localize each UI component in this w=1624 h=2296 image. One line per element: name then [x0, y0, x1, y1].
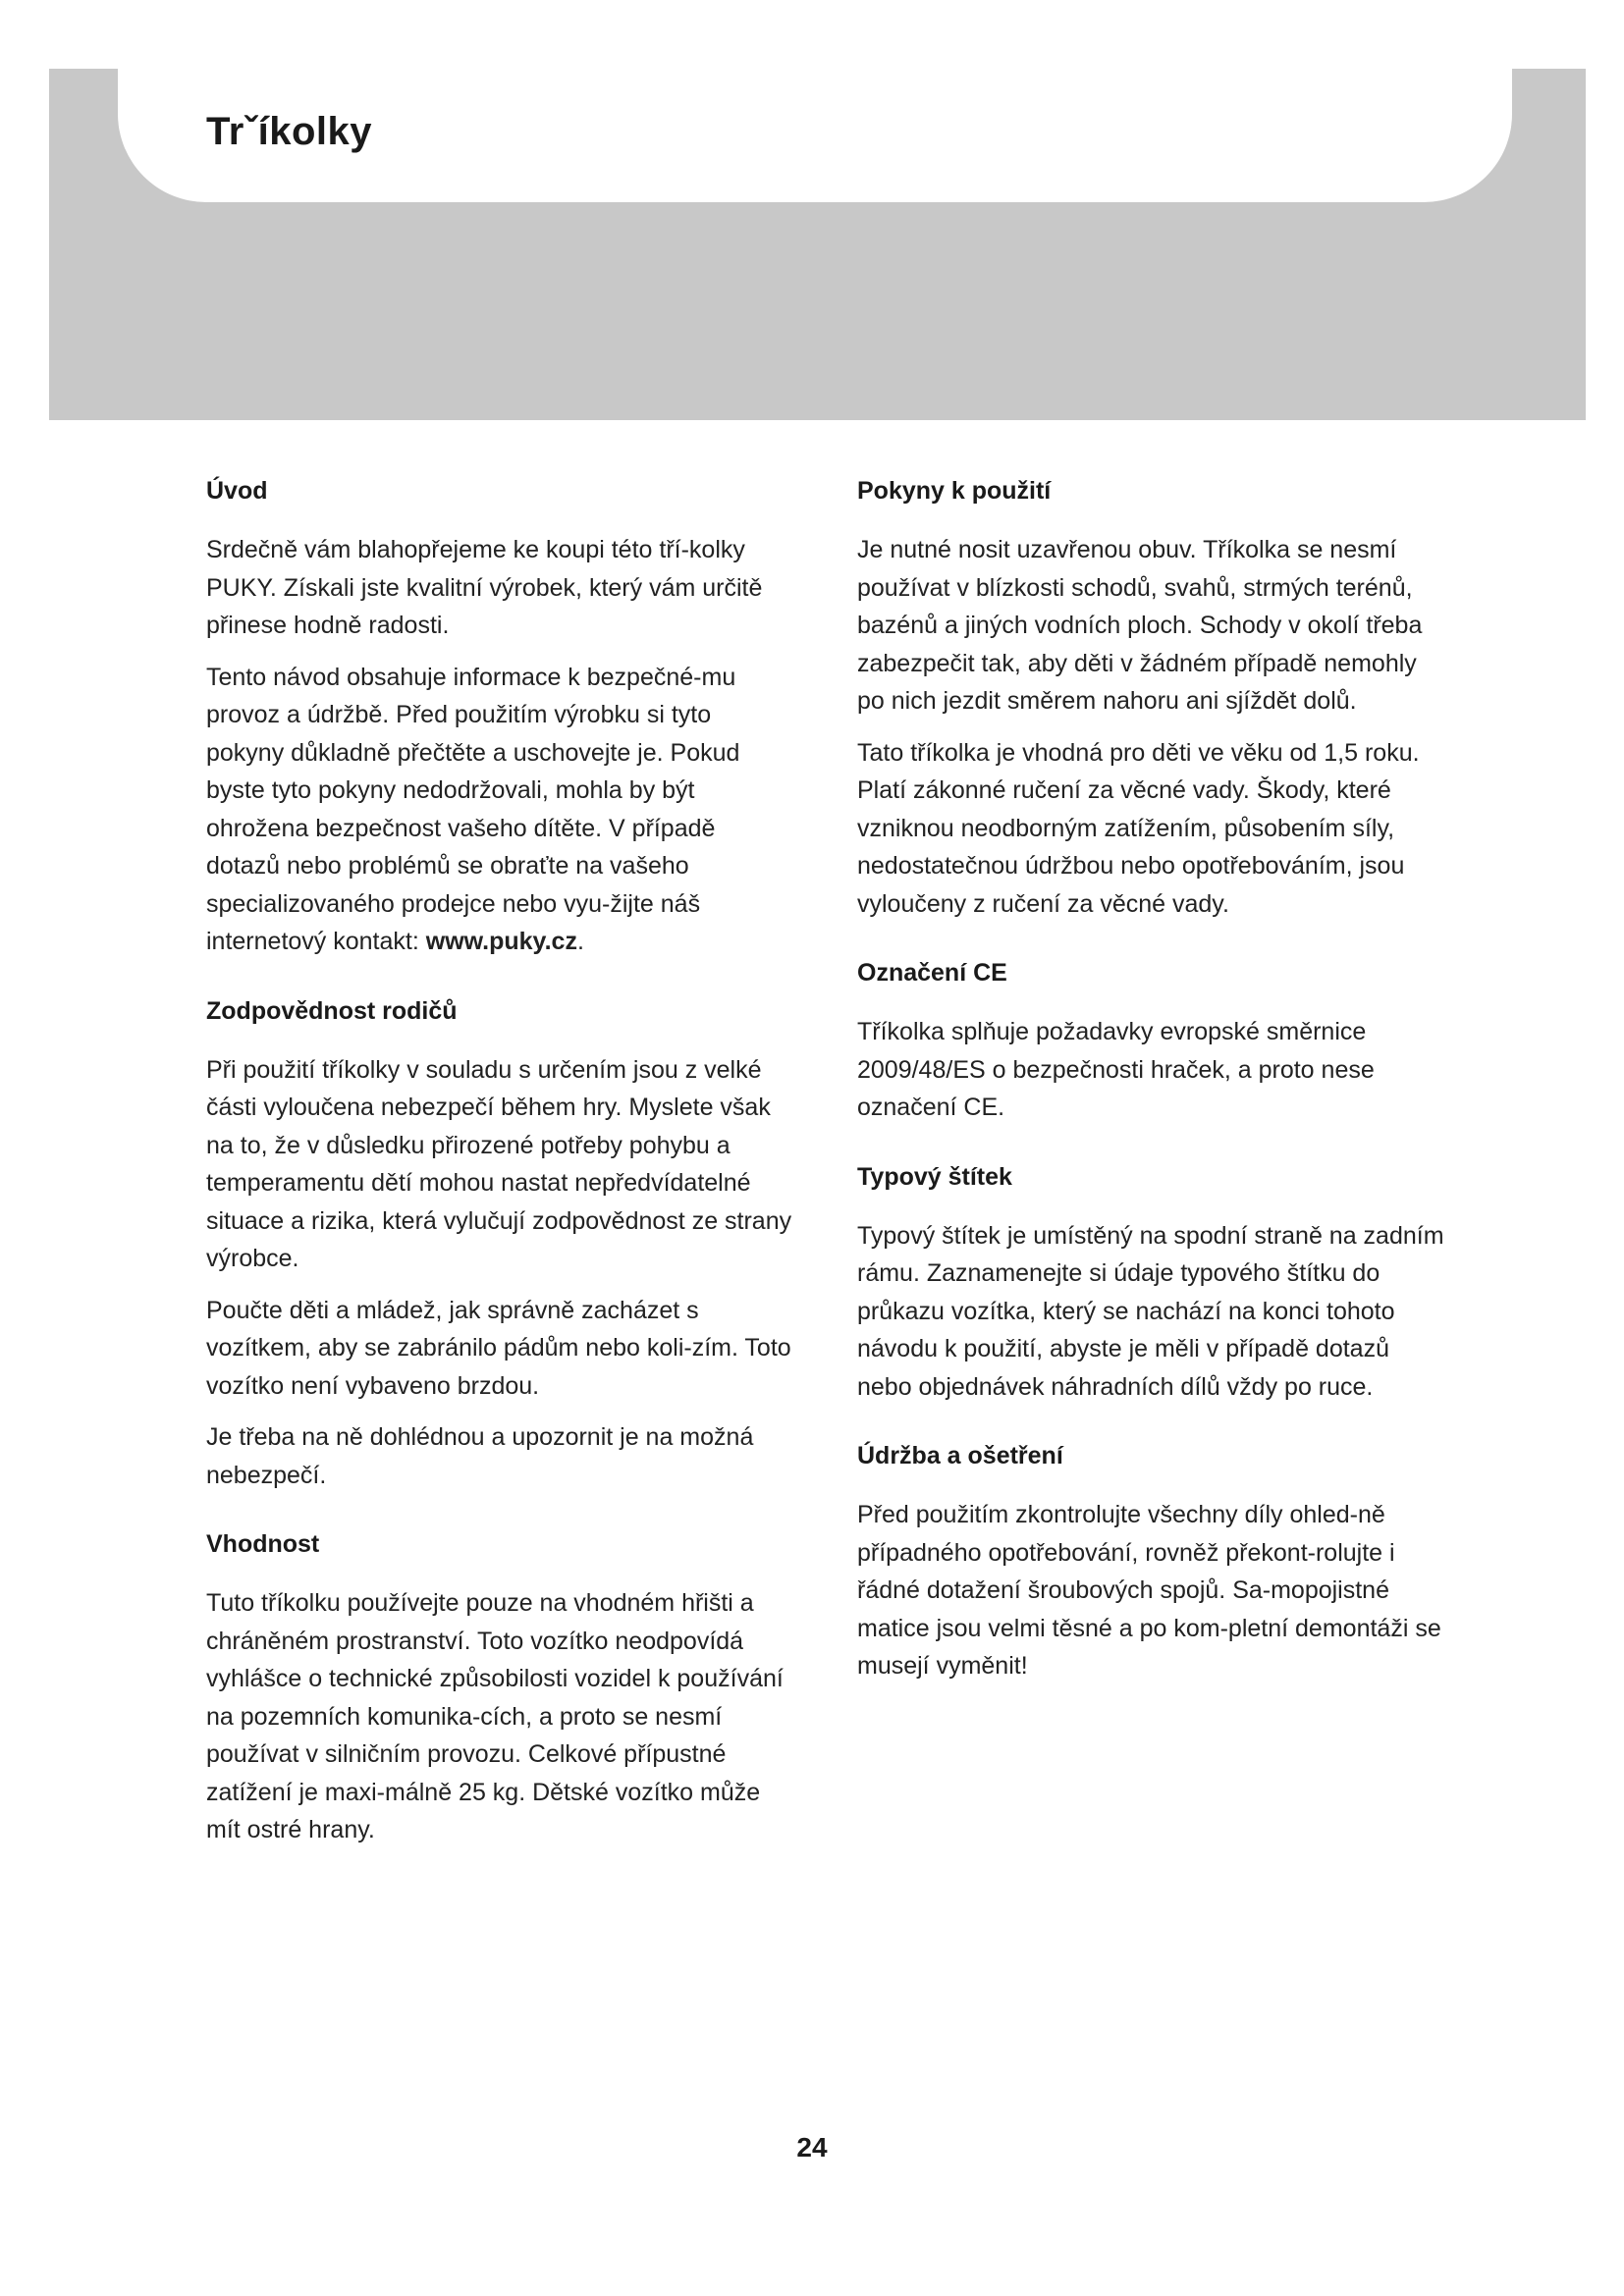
section-heading: Zodpovědnost rodičů [206, 996, 458, 1025]
section-heading: Označení CE [857, 959, 1007, 987]
paragraph: Typový štítek je umístěný na spodní straně na zadním rámu. Zaznamenejte si údaje typového štítku do průkazu vozítka, který se nachází na konci tohoto návodu k použití, abyste je měli v případě dotazů nebo objednávek náhradních dílů vždy po ruce. [857, 1221, 1444, 1401]
link-suffix: . [576, 928, 584, 955]
paragraph-with-link [206, 659, 795, 961]
section-heading: Úvod [206, 477, 268, 505]
section-udrzba [857, 1439, 1446, 1685]
paragraph-text: Tento návod obsahuje informace k bezpečné-mu provoz a údržbě. Před použitím výrobku si tyto pokyny důkladně přečtěte a uschovejte je. Pokud byste tyto pokyny nedodržovali, mohla by být ohrožena bezpečnost vašeho dítěte. V případě dotazů nebo problémů se obraťte na vašeho specializovaného prodejce nebo vyu-žijte náš internetový kontakt: [206, 663, 740, 955]
paragraph: Poučte děti a mládež, jak správně zacházet s vozítkem, aby se zabránilo pádům nebo koli-zím. Toto vozítko není vybaveno brzdou. [206, 1296, 791, 1400]
section-ce [857, 956, 1446, 1127]
paragraph: Tato tříkolka je vhodná pro děti ve věku od 1,5 roku. Platí zákonné ručení za věcné vady. Škody, které vzniknou neodborným zatížením, působením síly, nedostatečnou údržbou nebo opotřebováním, jsou vyloučeny z ručení za věcné vady. [857, 738, 1420, 918]
paragraph: Je nutné nosit uzavřenou obuv. Tříkolka se nesmí používat v blízkosti schodů, svahů, strmých terénů, bazénů a jiných vodních ploch. Schody v okolí třeba zabezpečit tak, aby děti v žádném případě nemohly po nich jezdit směrem nahoru ani sjíždět dolů. [857, 536, 1423, 715]
paragraph: Je třeba na ně dohlédnou a upozornit je na možná nebezpečí. [206, 1423, 754, 1489]
paragraph: Srdečně vám blahopřejeme ke koupi této tří-kolky PUKY. Získali jste kvalitní výrobek, který vám určitě přinese hodně radosti. [206, 536, 763, 639]
paragraph: Při použití tříkolky v souladu s určením jsou z velké části vyloučena nebezpečí během hry. Myslete však na to, že v důsledku přirozené potřeby pohybu a temperamentu dětí mohou nastat nepředvídatelné situace a rizika, která vylučují zodpovědnost ze strany výrobce. [206, 1055, 792, 1272]
paragraph: Tříkolka splňuje požadavky evropské směrnice 2009/48/ES o bezpečnosti hraček, a proto nese označení CE. [857, 1018, 1375, 1121]
section-vhodnost [206, 1527, 795, 1849]
section-heading: Údržba a ošetření [857, 1442, 1063, 1469]
section-pokyny [857, 474, 1446, 923]
right-column [857, 474, 1446, 1719]
website-link[interactable]: www.puky.cz [425, 928, 577, 955]
section-heading: Vhodnost [206, 1530, 320, 1558]
section-zodpovednost [206, 994, 795, 1495]
paragraph: Tuto tříkolku používejte pouze na vhodném hřišti a chráněném prostranství. Toto vozítko neodpovídá vyhlášce o technické způsobilosti vozidel k používání na pozemních komunika-cích, a proto se nesmí používat v silničním provozu. Celkové přípustné zatížení je maxi-málně 25 kg. Dětské vozítko může mít ostré hrany. [206, 1589, 784, 1843]
paragraph: Před použitím zkontrolujte všechny díly ohled-ně případného opotřebování, rovněž překont-rolujte i řádné dotažení šroubových spojů. Sa-mopojistné matice jsou velmi těsné a po kom-pletní demontáži se musejí vyměnit! [857, 1501, 1441, 1680]
section-uvod [206, 474, 795, 961]
section-typovy-stitek [857, 1160, 1446, 1407]
section-heading: Pokyny k použití [857, 477, 1052, 505]
left-column [206, 474, 795, 1883]
section-heading: Typový štítek [857, 1162, 1012, 1191]
page-title: Trˇíkolky [206, 110, 373, 153]
page-number: 24 [796, 2132, 828, 2163]
